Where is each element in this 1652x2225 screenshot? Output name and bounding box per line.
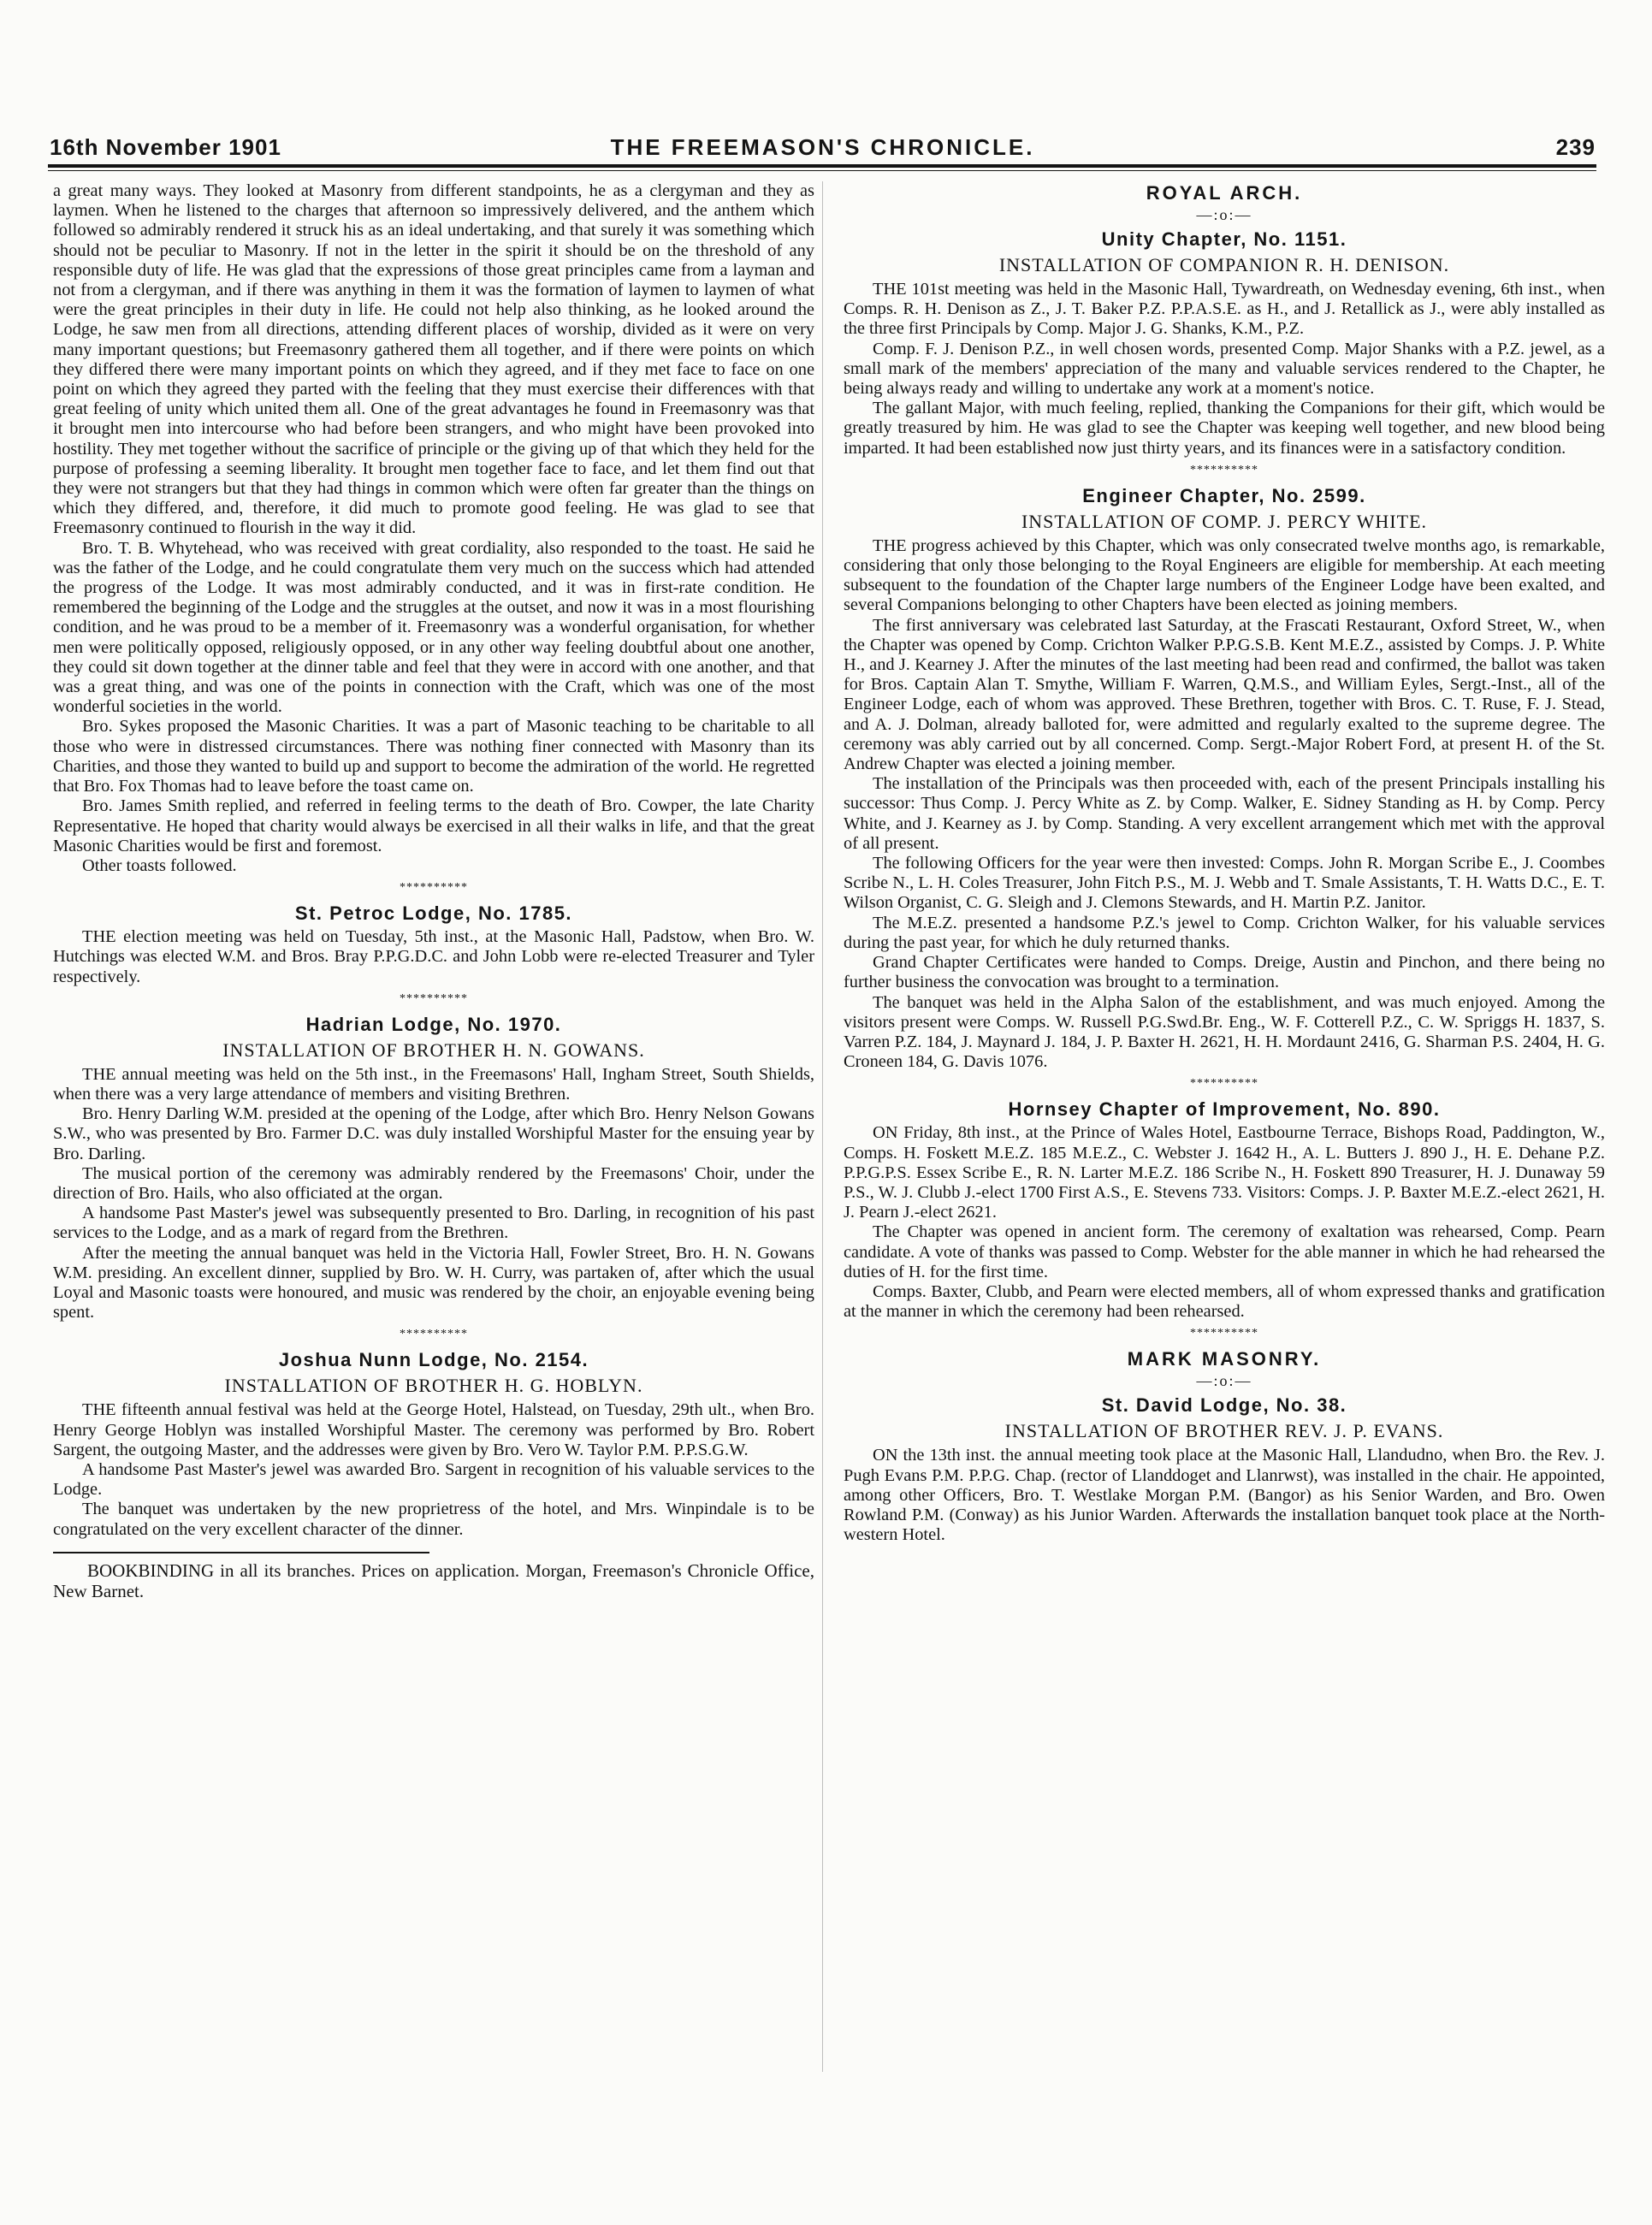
article-paragraph: THE election meeting was held on Tuesday, 5th inst., at the Masonic Hall, Padstow, when Bro. W. Hutchings was elected W.M. and Bros. Bray P.P.G.D.C. and John Lobb were re-elected Treasurer and Tyler respectively. (53, 927, 814, 986)
article-paragraph: ON Friday, 8th inst., at the Prince of Wales Hotel, Eastbourne Terrace, Bishops Road, Paddington, W., Comps. H. Foskett M.E.Z. 185 M.E.Z., C. Webster J. 1642 H., A. L. Butters J. 890 J., H. E. Dehane P.Z. P.P.G.P.S. Essex Scribe E., R. N. Larter M.E.Z. 186 Scribe N., H. Foskett 890 Treasurer, H. J. Dunaway 59 P.S., W. J. Clubb J.-elect 1700 First A.S., E. Stevens 733. Visitors: Comps. J. P. Baxter M.E.Z.-elect 2621, H. J. Pearn J.-elect 2621. (844, 1123, 1605, 1222)
article-paragraph: The banquet was undertaken by the new proprietress of the hotel, and Mrs. Winpindale is to be congratulated on the very excellent character of the dinner. (53, 1500, 814, 1539)
star-separator: ********** (400, 991, 468, 1005)
article-paragraph: The banquet was held in the Alpha Salon of the establishment, and was much enjoyed. Among the visitors present were Comps. W. Russell P.G.Swd.Br. Eng., W. F. Cotterell P.Z., C. W. Spriggs H. 1837, S. Varren P.Z. 184, J. Maynard J. 184, J. P. Baxter H. 2621, H. H. Mordaunt 2416, G. Sharman P.S. 2404, H. G. Croneen 184, G. Davis 1076. (844, 992, 1605, 1072)
article-paragraph: THE fifteenth annual festival was held at the George Hotel, Halstead, on Tuesday, 29th ult., when Bro. Henry George Hoblyn was installed Worshipful Master. The ceremony was performed by Bro. Robert Sargent, the outgoing Master, and the addresses were given by Bro. Vero W. Taylor P.M. P.P.S.G.W. (53, 1400, 814, 1459)
article-paragraph: After the meeting the annual banquet was held in the Victoria Hall, Fowler Street, Bro. H. N. Gowans W.M. presiding. An excellent dinner, supplied by Bro. W. H. Curry, was partaken of, after which the usual Loyal and Masonic toasts were honoured, and music was rendered by the choir, an enjoyable evening being spent. (53, 1243, 814, 1323)
installation-subheading: INSTALLATION OF COMPANION R. H. DENISON. (998, 254, 1450, 275)
article-paragraph: THE 101st meeting was held in the Masonic Hall, Tywardreath, on Wednesday evening, 6th inst., when Comps. R. H. Denison as Z., J. T. Baker P.Z. P.P.A.S.E. as H., and J. Retallick as J., were ably installed as the three first Principals by Comp. Major J. G. Shanks, K.M., P.Z. (844, 280, 1605, 339)
chapter-heading-unity: Unity Chapter, No. 1151. (1101, 228, 1347, 250)
section-heading-royal-arch: ROYAL ARCH. (1146, 182, 1303, 204)
article-paragraph: The installation of the Principals was then proceeded with, each of the present Principals installing his successor: Thus Comp. J. Percy White as Z. by Comp. Walker, E. Sidney Standing as H. by Comp. Percy White, and J. Kearney as J. by Comp. Standing. A very excellent arrangement which met with the approval of all present. (844, 774, 1605, 853)
article-paragraph: The Chapter was opened in ancient form. The ceremony of exaltation was rehearsed, Comp. Pearn candidate. A vote of thanks was passed to Comp. Webster for the able manner in which he had rehearsed the duties of H. for the first time. (844, 1222, 1605, 1281)
star-separator: ********** (1190, 463, 1258, 476)
left-column (53, 181, 814, 1601)
lodge-heading-hadrian: Hadrian Lodge, No. 1970. (305, 1013, 562, 1035)
star-separator: ********** (1190, 1077, 1258, 1091)
chapter-heading-engineer: Engineer Chapter, No. 2599. (1082, 484, 1366, 506)
article-paragraph: The gallant Major, with much feeling, replied, thanking the Companions for their gift, which would be greatly treasured by him. He was glad to see the Chapter was keeping well together, and new blood being imparted. It had been established now just thirty years, and its finances were in a satisfactory condition. (844, 399, 1605, 458)
installation-subheading: INSTALLATION OF BROTHER H. G. HOBLYN. (224, 1375, 643, 1397)
header-rule-thin (48, 170, 1596, 171)
article-paragraph: Comp. F. J. Denison P.Z., in well chosen words, presented Comp. Major Shanks with a P.Z. jewel, as a small mark of the members' appreciation of the many and valuable services rendered to the Chapter, he being always ready and willing to undertake any work at a moment's notice. (844, 339, 1605, 399)
page-number: 239 (1555, 134, 1596, 160)
article-paragraph: Bro. T. B. Whytehead, who was received with great cordiality, also responded to the toast. He said he was the father of the Lodge, and he could congratulate them very much on the success which had attended the progress of the Lodge. It was most admirably conducted, and it was in first-rate condition. He remembered the beginning of the Lodge and the struggles at the outset, and now it was in a most flourishing condition, and he was proud to be a member of it. Freemasonry was a wonderful organisation, for whether men were politically opposed, religiously opposed, or in any other way feeling doubtful about one another, they could sit down together at the dinner table and feel that they were in accord with one another, and that was a great thing, and was one of the points in connection with the Craft, which was one of the most wonderful societies in the world. (53, 538, 814, 717)
masthead-title: THE FREEMASON'S CHRONICLE. (610, 134, 1035, 160)
advert-rule (53, 1552, 429, 1553)
article-paragraph: Grand Chapter Certificates were handed to Comps. Dreige, Austin and Pinchon, and there being no further business the convocation was brought to a termination. (844, 953, 1605, 992)
header-rule-thick (48, 164, 1596, 168)
chapter-heading-hornsey: Hornsey Chapter of Improvement, No. 890. (1008, 1098, 1441, 1121)
page-header (50, 134, 1596, 169)
bookbinding-advert (53, 1560, 814, 1601)
right-column (844, 181, 1605, 1545)
article-paragraph: The musical portion of the ceremony was admirably rendered by the Freemasons' Choir, under the direction of Bro. Hails, who also officiated at the organ. (53, 1163, 814, 1203)
installation-subheading: INSTALLATION OF BROTHER H. N. GOWANS. (222, 1039, 645, 1061)
article-paragraph: The M.E.Z. presented a handsome P.Z.'s jewel to Comp. Crichton Walker, for his valuable services during the past year, for which he duly returned thanks. (844, 913, 1605, 952)
installation-subheading: INSTALLATION OF BROTHER REV. J. P. EVANS. (1004, 1420, 1444, 1442)
article-paragraph: Bro. Henry Darling W.M. presided at the opening of the Lodge, after which Bro. Henry Nelson Gowans S.W., who was presented by Bro. Farmer D.C. was duly installed Worshipful Master for the ensuing year by Bro. Darling. (53, 1104, 814, 1163)
star-separator: ********** (1190, 1327, 1258, 1340)
article-paragraph: A handsome Past Master's jewel was subsequently presented to Bro. Darling, in recognition of his past services to the Lodge, and as a mark of regard from the Brethren. (53, 1204, 814, 1243)
ornament-separator: —:o:— (1196, 206, 1252, 223)
article-paragraph: The following Officers for the year were then invested: Comps. John R. Morgan Scribe E., J. Coombes Scribe N., L. H. Coles Treasurer, John Fitch P.S., M. J. Webb and T. Smale Assistants, T. H. Watts D.C., E. T. Wilson Organist, C. G. Sleigh and J. Clemons Stewards, and H. Martin P.Z. Janitor. (844, 854, 1605, 913)
lodge-heading-joshua-nunn: Joshua Nunn Lodge, No. 2154. (278, 1349, 589, 1371)
article-paragraph: ON the 13th inst. the annual meeting took place at the Masonic Hall, Llandudno, when Bro. the Rev. J. Pugh Evans P.M. P.P.G. Chap. (rector of Llanddoget and Llanrwst), was installed in the chair. He appointed, among other Officers, Bro. T. Westlake Morgan P.M. (Bangor) as his Senior Warden, and Bro. Owen Rowland P.M. (Conway) as his Junior Warden. Afterwards the installation banquet took place at the North-western Hotel. (844, 1446, 1605, 1545)
lodge-heading-petroc: St. Petroc Lodge, No. 1785. (294, 902, 573, 925)
advert-lead: BOOKBINDING (87, 1559, 215, 1581)
lodge-heading-st-david: St. David Lodge, No. 38. (1101, 1394, 1347, 1417)
issue-date: 16th November 1901 (50, 134, 281, 160)
article-paragraph: Bro. James Smith replied, and referred in feeling terms to the death of Bro. Cowper, the late Charity Representative. He hoped that charity would always be exercised in all their walks in life, and that the great Masonic Charities would be first and foremost. (53, 796, 814, 855)
installation-subheading: INSTALLATION OF COMP. J. PERCY WHITE. (1021, 510, 1428, 532)
ornament-separator: —:o:— (1196, 1372, 1252, 1390)
advert-text: in all its branches. Prices on application. Morgan, Freemason's Chronicle Office, New Barnet. (53, 1559, 814, 1601)
article-paragraph: The first anniversary was celebrated last Saturday, at the Frascati Restaurant, Oxford Street, W., when the Chapter was opened by Comp. Crichton Walker P.P.G.S.B. Kent M.E.Z., assisted by Comps. J. P. White H., and J. Kearney J. After the minutes of the last meeting had been read and confirmed, the ballot was taken for Bros. Captain Alan T. Smythe, William F. Warren, Q.M.S., and William Eyles, Sergt.-Inst., all of the Engineer Lodge, each of whom was approved. These Brethren, together with Bros. C. T. Ruse, F. J. Stead, and A. J. Dolman, already balloted for, were admitted and regularly exalted to the supreme degree. The ceremony was ably carried out by all concerned. Comp. Sergt.-Major Robert Ford, at present H. of the St. Andrew Chapter was elected a joining member. (844, 615, 1605, 774)
article-paragraph: a great many ways. They looked at Masonry from different standpoints, he as a clergyman and they as laymen. When he listened to the charges that afternoon so impressively delivered, and the anthem which followed so admirably rendered it struck his as an ideal undertaking, and that surely it was something which should not be peculiar to Masonry. If not in the letter in the spirit it should be on the threshold of any responsible duty of life. He was glad that the expressions of those great principles came from a layman and not from a clergyman, and if there was anything in them it was the formation of laymen to laymen of what were the great principles in their duty in life. He could not help also thinking, as he looked around the Lodge, he saw men from all directions, attending different places of worship, divided as it were on very many important questions; but Freemasonry gathered them all together, and if there were points on which they differed there were many important points on which they agreed, and if they met face to face on one point on which they agreed they parted with the feeling that they must exercise their differences with that great feeling of unity which united them all. One of the great advantages he found in Freemasonry was that it brought men into intercourse who had before been strangers, and who might have been provoked into hostility. They met together without the sacrifice of principle or the giving up of that which they held for the purpose of professing a seeming liberality. It brought men together face to face, and let them find out that they were not strangers but that they had things in common which were often far greater than the things on which they differed, and, therefore, it did much to promote good feeling. He was glad to see that Freemasonry continued to flourish in the way it did. (53, 181, 814, 538)
article-paragraph: Other toasts followed. (82, 855, 237, 875)
section-heading-mark-masonry: MARK MASONRY. (1127, 1348, 1322, 1370)
article-paragraph: THE progress achieved by this Chapter, which was only consecrated twelve months ago, is remarkable, considering that only those belonging to the Royal Engineers are eligible for membership. At each meeting subsequent to the foundation of the Chapter large numbers of the Engineer Lodge have been exalted, and several Companions belonging to other Chapters have been elected as joining members. (844, 536, 1605, 615)
article-paragraph: THE annual meeting was held on the 5th inst., in the Freemasons' Hall, Ingham Street, South Shields, when there was a very large attendance of members and visiting Brethren. (53, 1064, 814, 1104)
article-paragraph: A handsome Past Master's jewel was awarded Bro. Sargent in recognition of his valuable services to the Lodge. (53, 1459, 814, 1500)
star-separator: ********** (400, 881, 468, 895)
article-paragraph: Comps. Baxter, Clubb, and Pearn were elected members, all of whom expressed thanks and gratification at the manner in which the ceremony had been rehearsed. (844, 1281, 1605, 1322)
article-paragraph: Bro. Sykes proposed the Masonic Charities. It was a part of Masonic teaching to be charitable to all those who were in distressed circumstances. There was nothing finer connected with Masonry than its Charities, and those they wanted to build up and support to become the admiration of the world. He regretted that Bro. Fox Thomas had to leave before the toast came on. (53, 717, 814, 796)
column-divider (822, 181, 823, 2072)
star-separator: ********** (400, 1328, 468, 1341)
